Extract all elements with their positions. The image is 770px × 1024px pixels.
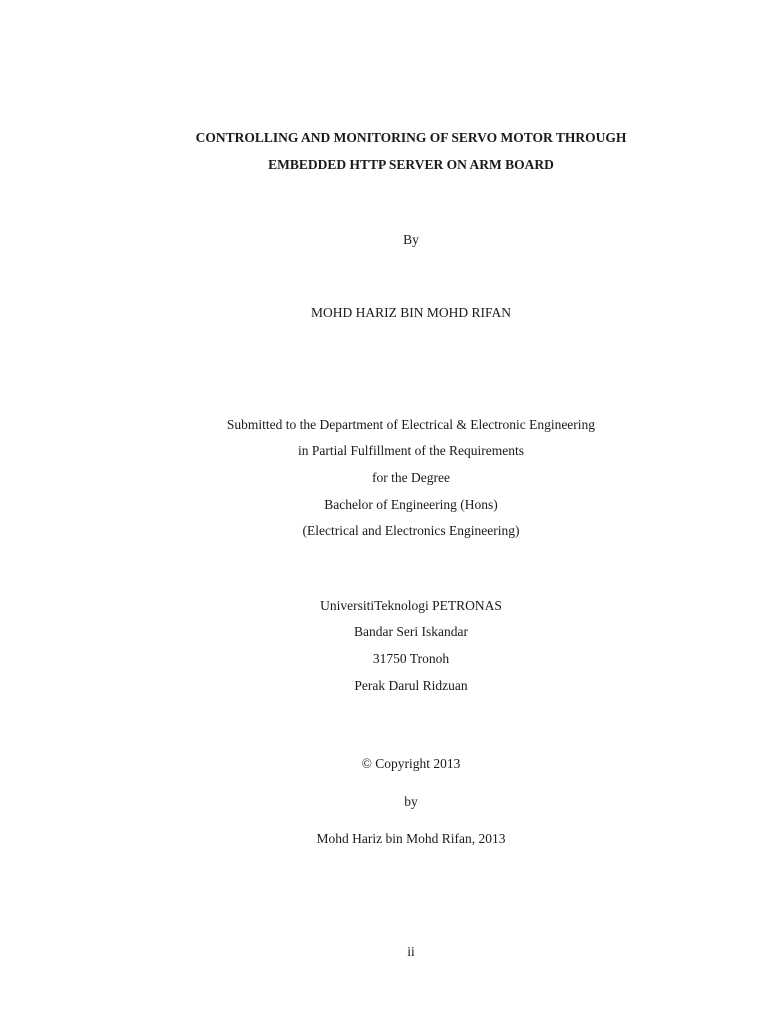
copyright-notice: © Copyright 2013 — [361, 756, 461, 771]
submission-line-4: Bachelor of Engineering (Hons) — [324, 497, 498, 512]
submission-line-1: Submitted to the Department of Electrical & Electronic Engineering — [226, 417, 596, 432]
copyright-by: by — [404, 794, 418, 809]
submission-line-5: (Electrical and Electronics Engineering) — [302, 523, 520, 538]
institution-line-1: UniversitiTeknologi PETRONAS — [320, 598, 502, 613]
title-line-2: EMBEDDED HTTP SERVER ON ARM BOARD — [268, 157, 554, 172]
author-name: MOHD HARIZ BIN MOHD RIFAN — [310, 305, 511, 320]
by-label: By — [403, 232, 419, 247]
institution-line-2: Bandar Seri Iskandar — [354, 624, 468, 639]
copyright-holder: Mohd Hariz bin Mohd Rifan, 2013 — [316, 831, 506, 846]
institution-line-3: 31750 Tronoh — [372, 651, 450, 666]
submission-line-3: for the Degree — [372, 470, 450, 485]
submission-line-2: in Partial Fulfillment of the Requirements — [297, 443, 525, 458]
title-line-1: CONTROLLING AND MONITORING OF SERVO MOTOR THROUGH — [195, 130, 627, 145]
institution-line-4: Perak Darul Ridzuan — [354, 678, 468, 693]
page-number: ii — [407, 944, 415, 959]
